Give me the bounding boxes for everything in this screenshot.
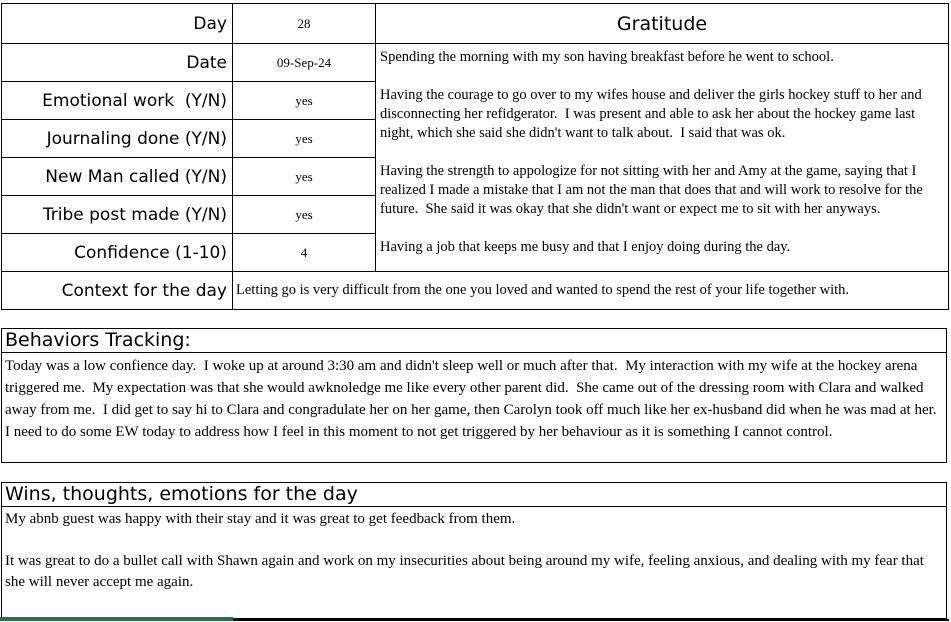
gratitude-paragraph: Having the courage to go over to my wifes house and deliver the girls hockey stuff to her and disconnecting her refidgerator. I was present and able to ask her about the hockey game last night, which she said she didn't want to talk about. I said that was ok. xyxy=(380,87,926,141)
day-value-cell[interactable]: 28 xyxy=(233,4,376,44)
journaling-done-label: Journaling done (Y/N) xyxy=(2,120,233,158)
new-man-called-label: New Man called (Y/N) xyxy=(2,158,233,196)
gratitude-text-cell[interactable] xyxy=(376,44,949,272)
gratitude-paragraph: Having a job that keeps me busy and that I enjoy doing during the day. xyxy=(380,239,791,255)
tribe-post-made-value-cell[interactable]: yes xyxy=(233,196,376,234)
context-for-day-value-cell[interactable]: Letting go is very difficult from the one you loved and wanted to spend the rest of your life together with. xyxy=(233,272,949,310)
gratitude-paragraph: Having the strength to appologize for not sitting with her and Amy at the game, saying that I realized I made a mistake that I am not the man that does that and will work to resolve for the future. She said it was okay that she didn't want or expect me to sit with her anyways. xyxy=(380,163,927,217)
gratitude-paragraph: Spending the morning with my son having breakfast before he went to school. xyxy=(380,49,834,65)
context-for-day-label: Context for the day xyxy=(2,272,233,310)
emotional-work-label: Emotional work (Y/N) xyxy=(2,82,233,120)
day-label: Day xyxy=(2,4,233,44)
cell-selection-bar xyxy=(0,617,233,621)
confidence-label: Confidence (1-10) xyxy=(2,234,233,272)
wins-header: Wins, thoughts, emotions for the day xyxy=(2,483,946,507)
wins-paragraph: My abnb guest was happy with their stay and it was great to get feedback from them. xyxy=(5,511,516,527)
behaviors-tracking-text-cell[interactable] xyxy=(2,353,946,443)
tribe-post-made-label: Tribe post made (Y/N) xyxy=(2,196,233,234)
date-value-cell[interactable]: 09-Sep-24 xyxy=(233,44,376,82)
behaviors-tracking-paragraph: Today was a low confience day. I woke up at around 3:30 am and didn't sleep well or much after that. My interaction with my wife at the hockey arena triggered me. My expectation was that she would awknoledge me like every other parent did. She came out of the dressing room with Clara and walked away from me. I did get to say hi to Clara and congradulate her on her game, then Carolyn took off much like her ex-husband did when he was mad at her. I need to do some EW today to address how I feel in this moment to not get triggered by her behaviour as it is something I cannot control. xyxy=(5,358,945,440)
date-label: Date xyxy=(2,44,233,82)
confidence-value-cell[interactable]: 4 xyxy=(233,234,376,272)
wins-text-cell[interactable] xyxy=(2,507,946,593)
journaling-done-value-cell[interactable]: yes xyxy=(233,120,376,158)
emotional-work-value-cell[interactable]: yes xyxy=(233,82,376,120)
gratitude-header: Gratitude xyxy=(376,4,949,44)
behaviors-tracking-header: Behaviors Tracking: xyxy=(2,329,946,353)
behaviors-tracking-section xyxy=(1,328,947,463)
wins-section xyxy=(1,482,947,619)
wins-paragraph: It was great to do a bullet call with Shawn again and work on my insecurities about being around my wife, feeling anxious, and dealing with my fear that she will never accept me again. xyxy=(5,553,928,590)
daily-tracker-table xyxy=(1,3,949,310)
new-man-called-value-cell[interactable]: yes xyxy=(233,158,376,196)
